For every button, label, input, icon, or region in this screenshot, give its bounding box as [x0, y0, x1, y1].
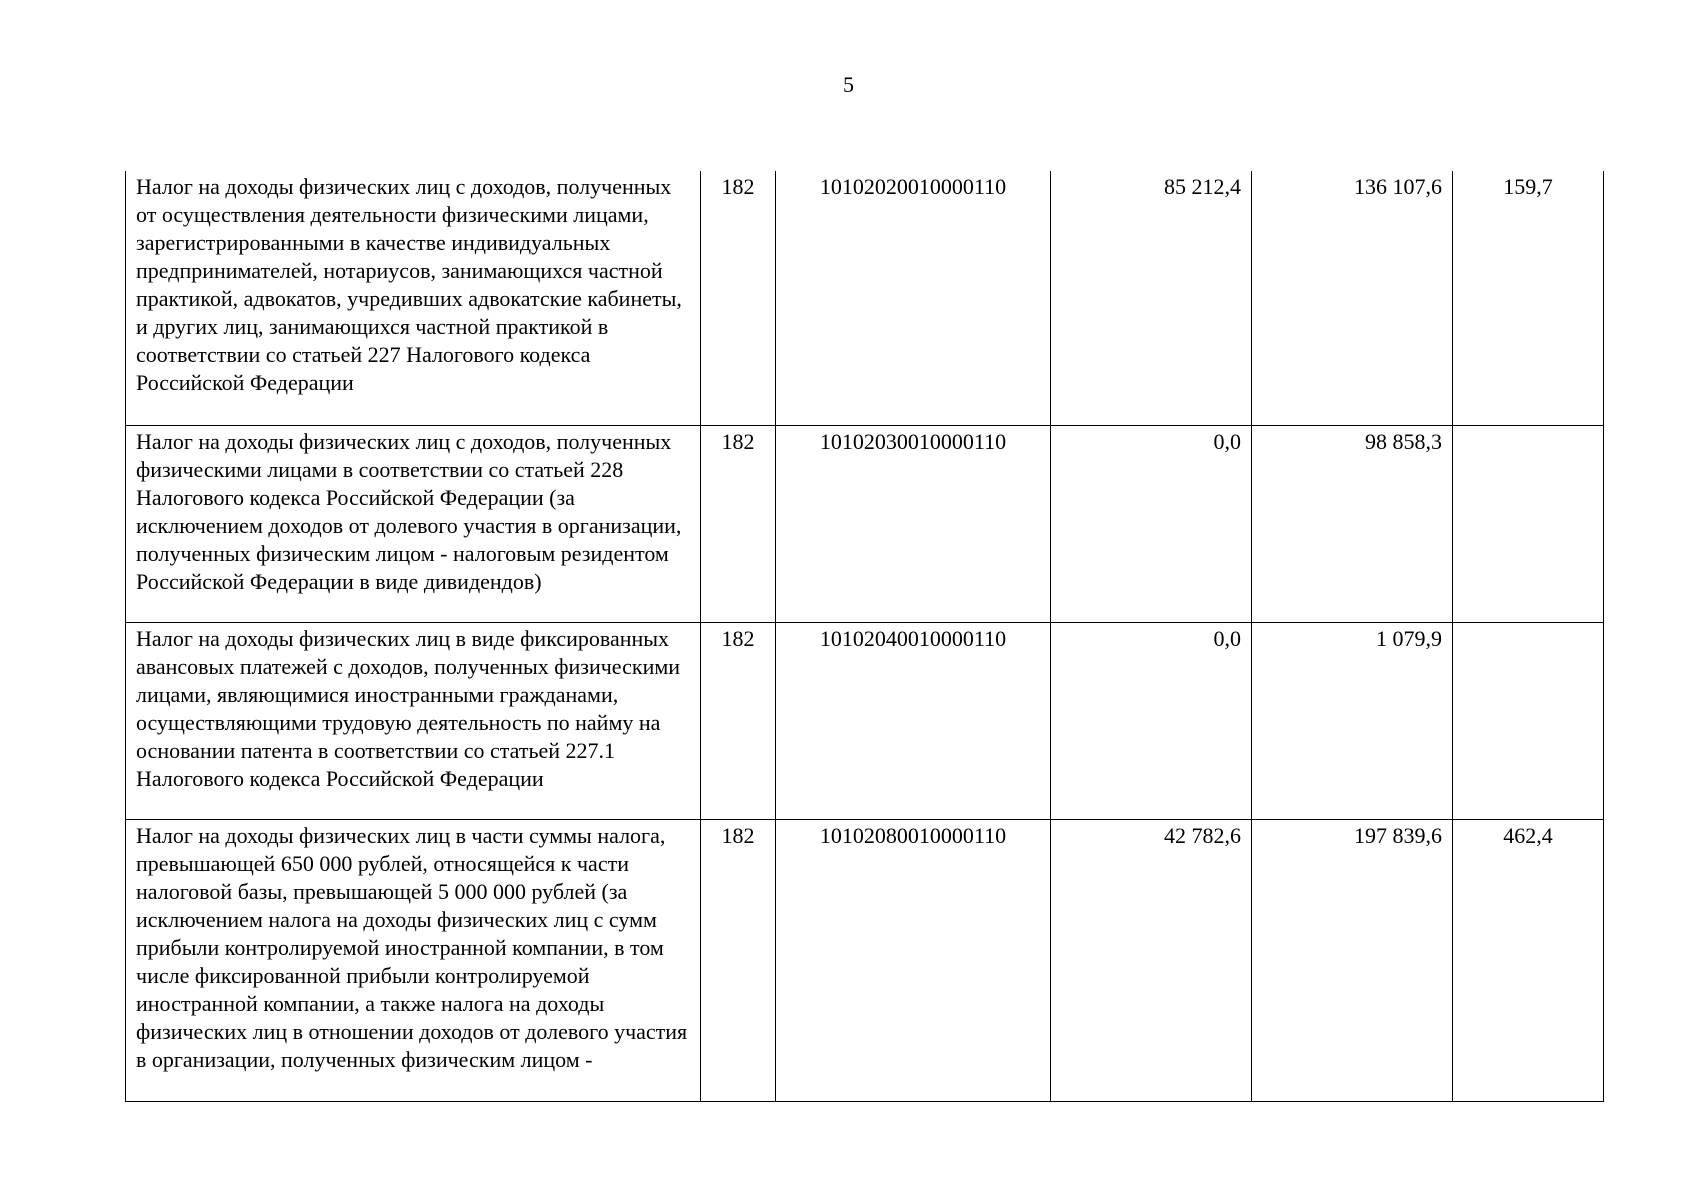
- page-number: 5: [843, 72, 854, 97]
- table-row: [126, 171, 1604, 425]
- admin-code-cell: 182: [701, 171, 776, 425]
- value-2-cell: 98 858,3: [1252, 425, 1453, 622]
- value-2-cell: 136 107,6: [1252, 171, 1453, 425]
- admin-code-cell: 182: [701, 819, 776, 1101]
- income-name-cell: Налог на доходы физических лиц с доходов, полученных физическими лицами в соответствии со статьей 228 Налогового кодекса Российской Федерации (за исключением доходов от долевого участия в организации, полученных физическим лицом - налоговым резидентом Российской Федерации в виде дивидендов): [126, 425, 701, 622]
- table-row: [126, 622, 1604, 819]
- revenue-table: [125, 171, 1604, 1102]
- budget-code-cell: 10102040010000110: [776, 622, 1051, 819]
- value-2-cell: 197 839,6: [1252, 819, 1453, 1101]
- value-1-cell: 42 782,6: [1051, 819, 1252, 1101]
- value-3-cell: [1453, 622, 1604, 819]
- budget-code-cell: 10102080010000110: [776, 819, 1051, 1101]
- income-name-cell: Налог на доходы физических лиц в части суммы налога, превышающей 650 000 рублей, относящейся к части налоговой базы, превышающей 5 000 000 рублей (за исключением налога на доходы физических лиц с сумм прибыли контролируемой иностранной компании, в том числе фиксированной прибыли контролируемой иностранной компании, а также налога на доходы физических лиц в отношении доходов от долевого участия в организации, полученных физическим лицом -: [126, 819, 701, 1101]
- income-name-cell: Налог на доходы физических лиц в виде фиксированных авансовых платежей с доходов, полученных физическими лицами, являющимися иностранными гражданами, осуществляющими трудовую деятельность по найму на основании патента в соответствии со статьей 227.1 Налогового кодекса Российской Федерации: [126, 622, 701, 819]
- value-2-cell: 1 079,9: [1252, 622, 1453, 819]
- table-row: [126, 425, 1604, 622]
- value-3-cell: 159,7: [1453, 171, 1604, 425]
- value-1-cell: 0,0: [1051, 425, 1252, 622]
- admin-code-cell: 182: [701, 425, 776, 622]
- budget-code-cell: 10102020010000110: [776, 171, 1051, 425]
- value-3-cell: [1453, 425, 1604, 622]
- income-name-cell: Налог на доходы физических лиц с доходов, полученных от осуществления деятельности физическими лицами, зарегистрированными в качестве индивидуальных предпринимателей, нотариусов, занимающихся частной практикой, адвокатов, учредивших адвокатские кабинеты, и других лиц, занимающихся частной практикой в соответствии со статьей 227 Налогового кодекса Российской Федерации: [126, 171, 701, 425]
- value-3-cell: 462,4: [1453, 819, 1604, 1101]
- value-1-cell: 0,0: [1051, 622, 1252, 819]
- admin-code-cell: 182: [701, 622, 776, 819]
- budget-code-cell: 10102030010000110: [776, 425, 1051, 622]
- value-1-cell: 85 212,4: [1051, 171, 1252, 425]
- table-row: [126, 819, 1604, 1101]
